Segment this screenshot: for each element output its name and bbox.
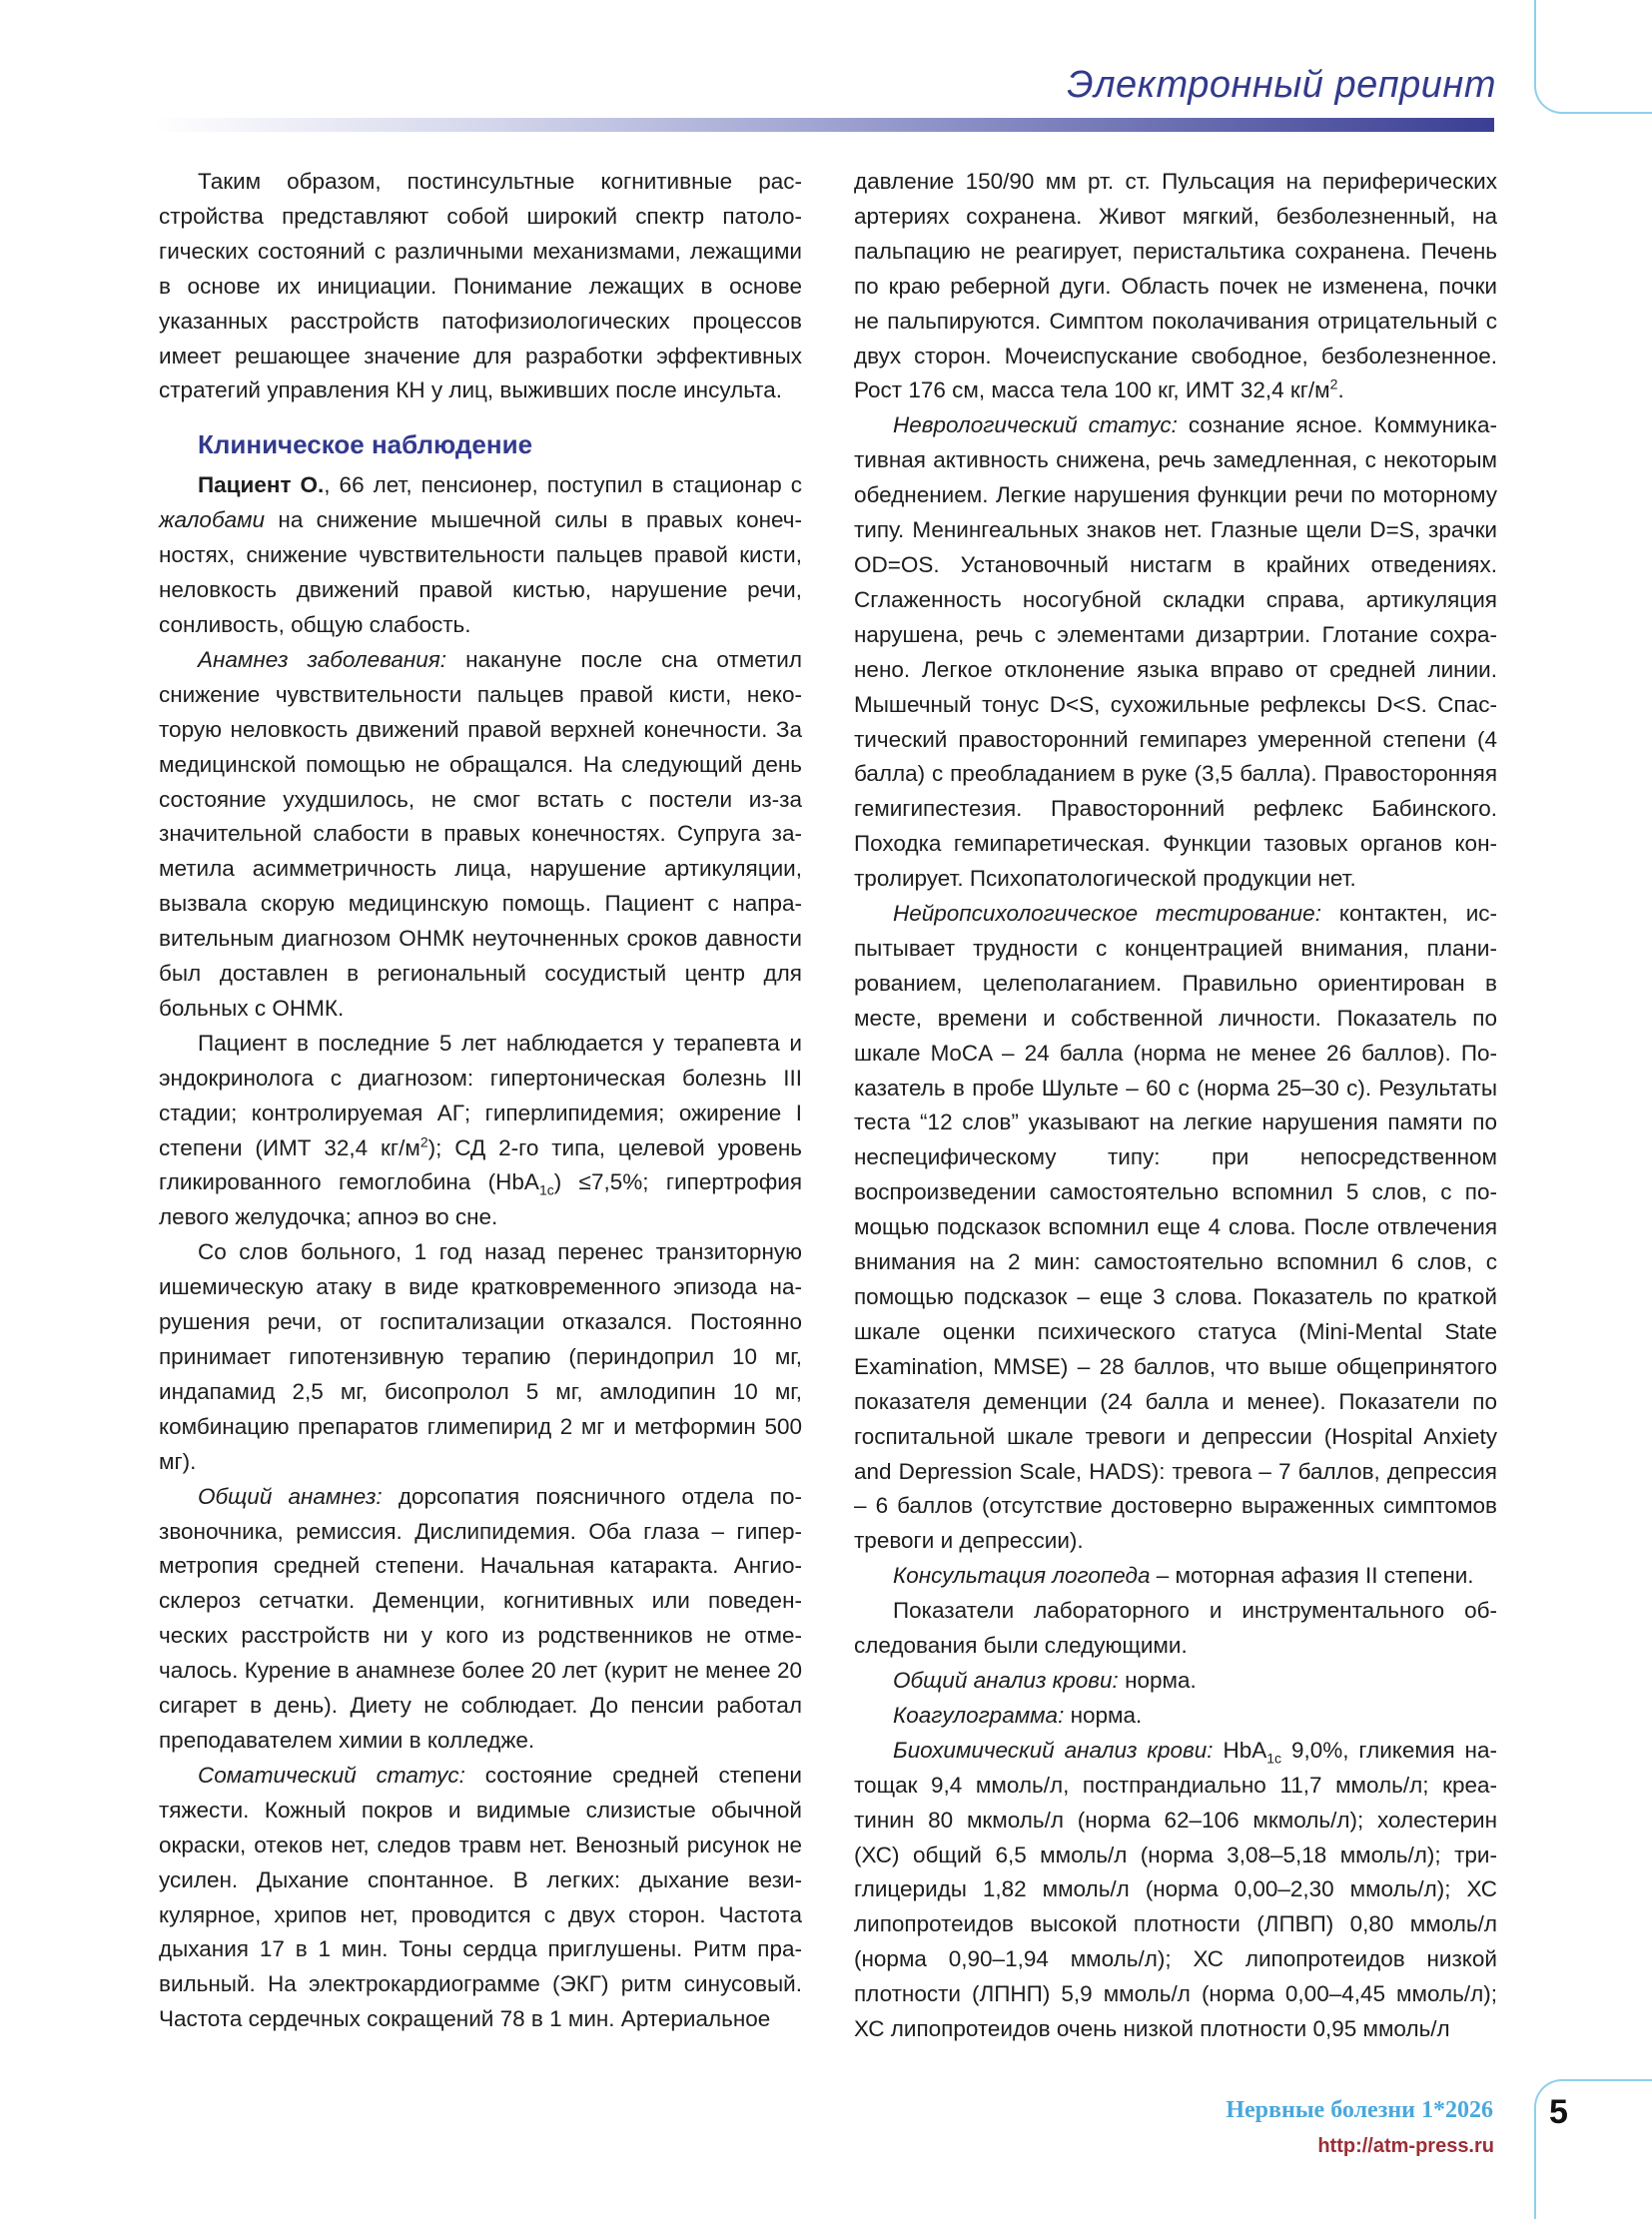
section-heading: Клиническое наблюдение	[198, 429, 533, 460]
footer-url-link[interactable]: http://atm-press.ru	[1317, 2135, 1494, 2157]
paragraph: Коагулограмма: норма.	[893, 1702, 1143, 1728]
header-gradient-bar	[154, 118, 1494, 132]
header-title: Электронный репринт	[1067, 64, 1496, 106]
paragraph: Пациент в последние 5 лет наблюдается у терапевта и эндокринолога с диагнозом: гипертоническая болезнь III стадии; контролируемая АГ; гиперлипидемия; ожирение I степени (ИМТ 32,4 $кг/м^2$); СД 2-го типа, целевой уровень гликированного гемоглобина (HbA$_{1c}$) ≤7,5%; гипертрофия левого желудочка; апноэ во сне.	[159, 1030, 802, 1230]
page-number: 5	[1549, 2093, 1568, 2131]
header-tab-frame	[1534, 0, 1652, 114]
paragraph: Консультация логопеда – моторная афазия II степени.	[893, 1563, 1474, 1589]
paragraph: Показатели лабораторного и инструментального обследования были следующими.	[854, 1598, 1497, 1659]
paragraph: давление 150/90 мм рт. ст. Пульсация на периферических артериях сохранена. Живот мягкий, безболезненный, на пальпацию не реагирует, перистальтика сохранена. Печень по краю реберной дуги. Область почек не изменена, почки не пальпируются. Симптом поколачивания отрицательный с двух сторон. Мочеиспускание свободное, безболезненное. Рост 176 см, масса тела 100 кг, ИМТ 32,4 $кг/м^2$.	[854, 169, 1497, 403]
paragraph: Со слов больного, 1 год назад перенес транзиторную ишемическую атаку в виде кратковременного эпизода нарушения речи, от госпитализации отказался. Постоянно принимает гипотензивную терапию (периндоприл 10 мг, индапамид 2,5 мг, бисопролол 5 мг, амлодипин 10 мг, комбинацию препаратов глимепирид 2 мг и метформин 500 мг).	[159, 1239, 802, 1474]
left-column	[159, 165, 802, 2037]
paragraph: Таким образом, постинсультные когнитивные расстройства представляют собой широкий спектр патологических состояний с различными механизмами, лежащими в основе их инициации. Понимание лежащих в основе указанных расстройств патофизиологических процессов имеет решающее значение для разработки эффективных стратегий управления КН у лиц, выживших после инсульта.	[159, 169, 802, 403]
paragraph: Соматический статус: состояние средней степени тяжести. Кожный покров и видимые слизистые обычной окраски, отеков нет, следов травм нет. Венозный рисунок не усилен. Дыхание спонтанное. В легких: дыхание везикулярное, хрипов нет, проводится с двух сторон. Частота дыхания 17 в 1 мин. Тоны сердца приглушены. Ритм правильный. На электрокардиограмме (ЭКГ) ритм синусовый. Частота сердечных сокращений 78 в 1 мин. Артериальное	[159, 1762, 802, 2032]
paragraph: Общий анамнез: дорсопатия поясничного отдела позвоночника, ремиссия. Дислипидемия. Оба глаза – гиперметропия средней степени. Начальная катаракта. Ангиосклероз сетчатки. Деменции, когнитивных или поведенческих расстройств ни у кого из родственников не отмечалось. Курение в анамнезе более 20 лет (курит не менее 20 сигарет в день). Диету не соблюдает. До пенсии работал преподавателем химии в колледже.	[159, 1483, 802, 1753]
paragraph: Нейропсихологическое тестирование: контактен, испытывает трудности с концентрацией внимания, планированием, целеполаганием. Правильно ориентирован в месте, времени и собственной личности. Показатель по шкале MoCA – 24 балла (норма не менее 26 баллов). Показатель в пробе Шульте – 60 с (норма 25–30 с). Результаты теста “12 слов” указывают на легкие нарушения памяти по неспецифическому типу: при непосредственном воспроизведении самостоятельно вспомнил 5 слов, с помощью подсказок вспомнил еще 4 слова. После отвлечения внимания на 2 мин: самостоятельно вспомнил 6 слов, с помощью подсказок – еще 3 слова. Показатель по краткой шкале оценки психического статуса (Mini-Mental State Examination, MMSE) – 28 баллов, что выше общепринятого показателя деменции (24 балла и менее). Показатели по госпитальной шкале тревоги и депрессии (Hospital Anxiety and Depression Scale, HADS): тревога – 7 баллов, депрессия – 6 баллов (отсутствие достоверно выраженных симптомов тревоги и депрессии).	[854, 901, 1498, 1554]
paragraph: Анамнез заболевания: накануне после сна отметил снижение чувствительности пальцев правой кисти, некоторую неловкость движений правой верхней конечности. За медицинской помощью не обращался. На следующий день состояние ухудшилось, не смог встать с постели из-за значительной слабости в правых конечностях. Супруга заметила асимметричность лица, нарушение артикуляции, вызвала скорую медицинскую помощь. Пациент с направительным диагнозом ОНМК неуточненных сроков давности был доставлен в региональный сосудистый центр для больных с ОНМК.	[159, 646, 802, 1021]
right-column	[854, 165, 1497, 2047]
paragraph: Неврологический статус: сознание ясное. Коммуникативная активность снижена, речь замедленная, с некоторым обеднением. Легкие нарушения функции речи по моторному типу. Менингеальных знаков нет. Глазные щели D=S, зрачки OD=OS. Установочный нистагм в крайних отведениях. Сглаженность носогубной складки справа, артикуляция нарушена, речь с элементами дизартрии. Глотание сохранено. Легкое отклонение языка вправо от средней линии. Мышечный тонус D<S, сухожильные рефлексы D<S. Спастический правосторонний гемипарез умеренной степени (4 балла) с преобладанием в руке (3,5 балла). Правосторонняя гемигипестезия. Правосторонний рефлекс Бабинского. Походка гемипаретическая. Функции тазовых органов контролирует. Психопатологической продукции нет.	[854, 412, 1497, 892]
patient-label: Пациент О.	[198, 472, 325, 498]
paragraph: Биохимический анализ крови: HbA$_{1c}$ 9,0%, гликемия натощак 9,4 ммоль/л, постпрандиально 11,7 ммоль/л; креатинин 80 мкмоль/л (норма 62–106 мкмоль/л); холестерин (ХС) общий 6,5 ммоль/л (норма 3,08–5,18 ммоль/л); триглицериды 1,82 ммоль/л (норма 0,00–2,30 ммоль/л); ХС липопротеидов высокой плотности (ЛПВП) 0,80 ммоль/л (норма 0,90–1,94 ммоль/л); ХС липопротеидов низкой плотности (ЛПНП) 5,9 ммоль/л (норма 0,00–4,45 ммоль/л); ХС липопротеидов очень низкой плотности 0,95 ммоль/л	[854, 1737, 1497, 2042]
footer-journal-name: Нервные болезни 1*2026	[1226, 2097, 1493, 2123]
paragraph: Пациент О., 66 лет, пенсионер, поступил в стационар с жалобами на снижение мышечной силы в правых конечностях, снижение чувствительности пальцев правой кисти, неловкость движений правой кистью, нарушение речи, сонливость, общую слабость.	[159, 472, 802, 637]
paragraph: Общий анализ крови: норма.	[893, 1667, 1197, 1693]
